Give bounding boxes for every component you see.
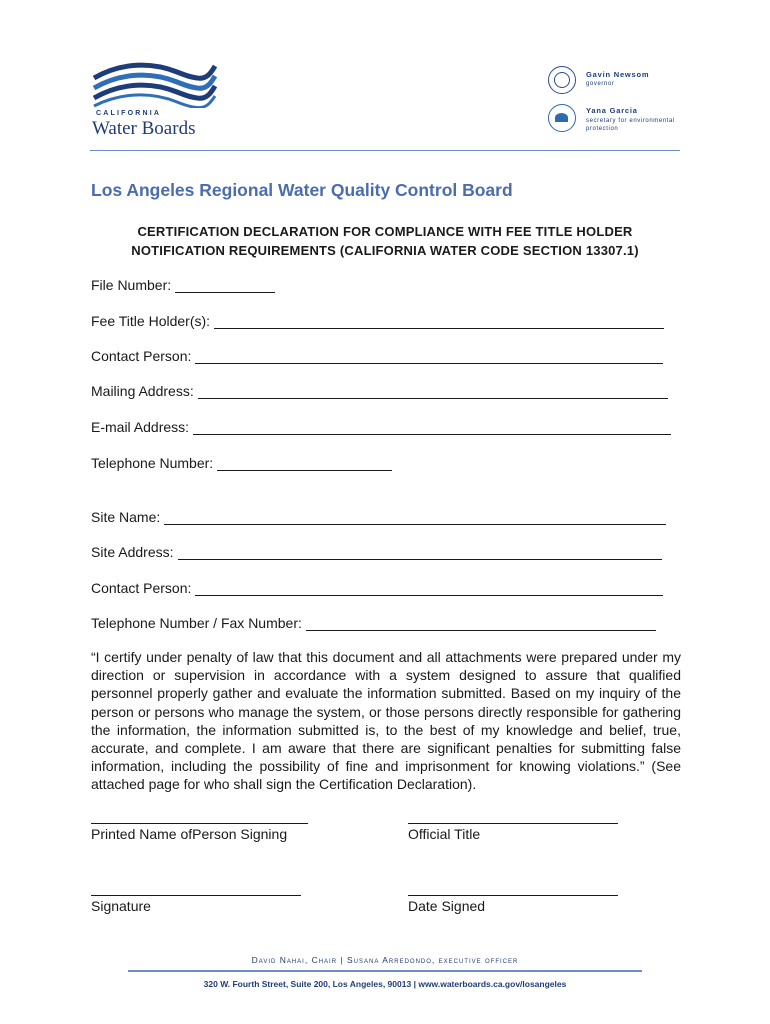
mailing-address-field[interactable] bbox=[91, 379, 668, 399]
telephone-fax-label: Telephone Number / Fax Number: bbox=[91, 615, 302, 631]
telephone-number-line[interactable] bbox=[217, 456, 392, 471]
official-title-label: Official Title bbox=[408, 826, 481, 842]
site-name-line[interactable] bbox=[164, 510, 666, 525]
footer-separator: | bbox=[340, 955, 347, 965]
water-boards-logo bbox=[92, 60, 217, 140]
footer-officer: Susana Arredondo, executive officer bbox=[347, 955, 519, 965]
signature-label: Signature bbox=[91, 898, 151, 914]
file-number-label: File Number: bbox=[91, 277, 172, 293]
printed-name-label: Printed Name ofPerson Signing bbox=[91, 826, 288, 842]
footer-divider bbox=[128, 970, 642, 972]
email-address-line[interactable] bbox=[193, 420, 671, 435]
mailing-address-label: Mailing Address: bbox=[91, 383, 194, 399]
signature-line[interactable] bbox=[91, 895, 301, 896]
secretary-name: Yana Garcia bbox=[586, 106, 638, 115]
contact-person-line[interactable] bbox=[195, 349, 663, 364]
telephone-number-field[interactable] bbox=[91, 451, 392, 471]
footer-contact bbox=[128, 979, 642, 989]
fee-title-holder-field[interactable] bbox=[91, 309, 664, 329]
telephone-number-label: Telephone Number: bbox=[91, 455, 214, 471]
printed-name-line[interactable] bbox=[91, 823, 308, 824]
site-address-field[interactable] bbox=[91, 540, 662, 560]
site-contact-person-line[interactable] bbox=[195, 581, 663, 596]
email-address-field[interactable] bbox=[91, 415, 671, 435]
footer-separator-2: | bbox=[413, 979, 419, 989]
email-address-label: E-mail Address: bbox=[91, 419, 190, 435]
state-seal-icon bbox=[548, 66, 576, 94]
governor-title: governor bbox=[586, 81, 615, 87]
certification-statement: “I certify under penalty of law that this document and all attachments were prepared under my direction or supervision in accordance with a system designed to assure that qualified personnel properly gather and evaluate the information submitted. Based on my inquiry of the person or persons who manage the system, or those persons directly responsible for gathering the information, the information submitted is, to the best of my knowledge and belief, true, accurate, and complete. I am aware that there are significant penalties for submitting false information, including the possibility of fine and imprisonment for knowing violations.” (See attached page for who shall sign the Certification Declaration). bbox=[91, 649, 681, 793]
agency-title: Los Angeles Regional Water Quality Control Board bbox=[91, 180, 513, 200]
secretary-title: secretary for environmental protection bbox=[586, 118, 675, 132]
fee-title-holder-label: Fee Title Holder(s): bbox=[91, 313, 211, 329]
contact-person-label: Contact Person: bbox=[91, 348, 192, 364]
governor-name: Gavin Newsom bbox=[586, 70, 650, 79]
date-signed-label: Date Signed bbox=[408, 898, 486, 914]
file-number-field[interactable] bbox=[91, 273, 275, 293]
site-contact-person-field[interactable] bbox=[91, 576, 663, 596]
date-signed-line[interactable] bbox=[408, 895, 618, 896]
official-title-line[interactable] bbox=[408, 823, 618, 824]
site-name-field[interactable] bbox=[91, 505, 666, 525]
site-address-label: Site Address: bbox=[91, 544, 174, 560]
logo-state-text: CALIFORNIA bbox=[96, 110, 162, 117]
contact-person-field[interactable] bbox=[91, 344, 663, 364]
document-title bbox=[80, 222, 690, 260]
water-waves-icon bbox=[92, 60, 217, 108]
document-title-line-2: NOTIFICATION REQUIREMENTS (CALIFORNIA WATER CODE SECTION 13307.1) bbox=[131, 243, 639, 258]
footer-address: 320 W. Fourth Street, Suite 200, Los Angeles, 90013 bbox=[203, 979, 412, 989]
telephone-fax-line[interactable] bbox=[306, 616, 656, 631]
mailing-address-line[interactable] bbox=[198, 384, 668, 399]
site-name-label: Site Name: bbox=[91, 509, 161, 525]
footer-chair: David Nahai, Chair bbox=[251, 955, 338, 965]
logo-name-text: Water Boards bbox=[92, 118, 196, 139]
calepa-seal-icon bbox=[548, 104, 576, 132]
fee-title-holder-line[interactable] bbox=[214, 314, 664, 329]
site-address-line[interactable] bbox=[178, 545, 662, 560]
telephone-fax-field[interactable] bbox=[91, 611, 656, 631]
footer-leadership bbox=[128, 955, 642, 965]
site-contact-person-label: Contact Person: bbox=[91, 580, 192, 596]
file-number-line[interactable] bbox=[175, 278, 275, 293]
document-title-line-1: CERTIFICATION DECLARATION FOR COMPLIANCE WITH FEE TITLE HOLDER bbox=[137, 224, 633, 239]
header-divider bbox=[90, 150, 680, 151]
footer-website-link[interactable]: www.waterboards.ca.gov/losangeles bbox=[418, 979, 567, 989]
